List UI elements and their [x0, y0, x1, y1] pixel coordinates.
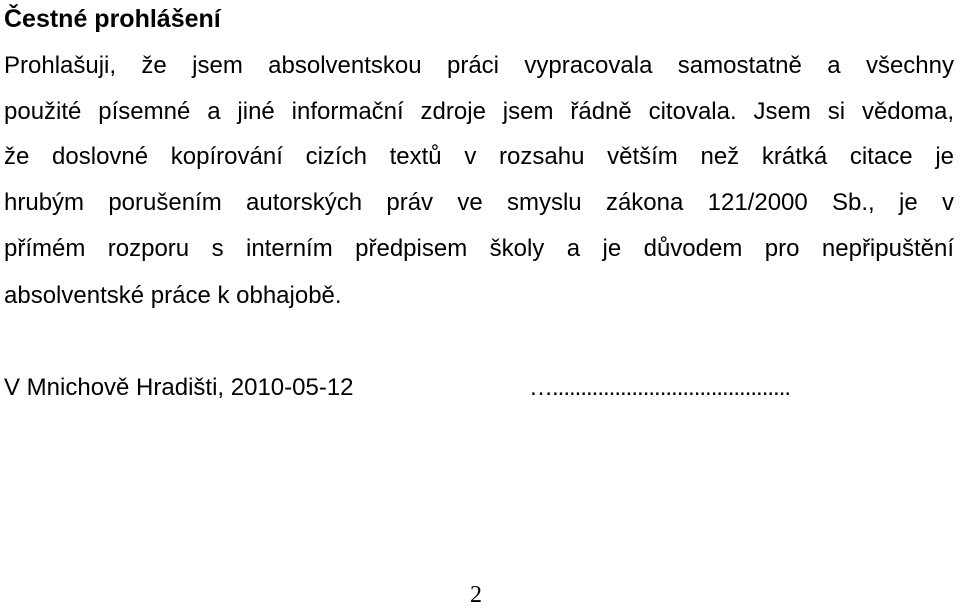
- page-number: 2: [470, 582, 482, 608]
- declaration-title: Čestné prohlášení: [4, 5, 221, 33]
- declaration-line-3: že doslovné kopírování cizích textů v rozsahu větším než krátká citace je: [4, 143, 954, 170]
- declaration-line-6: absolventské práce k obhajobě.: [4, 282, 342, 309]
- declaration-line-2: použité písemné a jiné informační zdroje jsem řádně citovala. Jsem si vědoma,: [4, 98, 954, 125]
- place-and-date: V Mnichově Hradišti, 2010-05-12: [4, 374, 354, 401]
- declaration-line-1: Prohlašuji, že jsem absolventskou práci vypracovala samostatně a všechny: [4, 52, 954, 79]
- declaration-line-5: přímém rozporu s interním předpisem školy a je důvodem pro nepřipuštění: [4, 235, 954, 262]
- signature-line: …..........................................: [529, 374, 791, 401]
- declaration-line-4: hrubým porušením autorských práv ve smyslu zákona 121/2000 Sb., je v: [4, 189, 954, 216]
